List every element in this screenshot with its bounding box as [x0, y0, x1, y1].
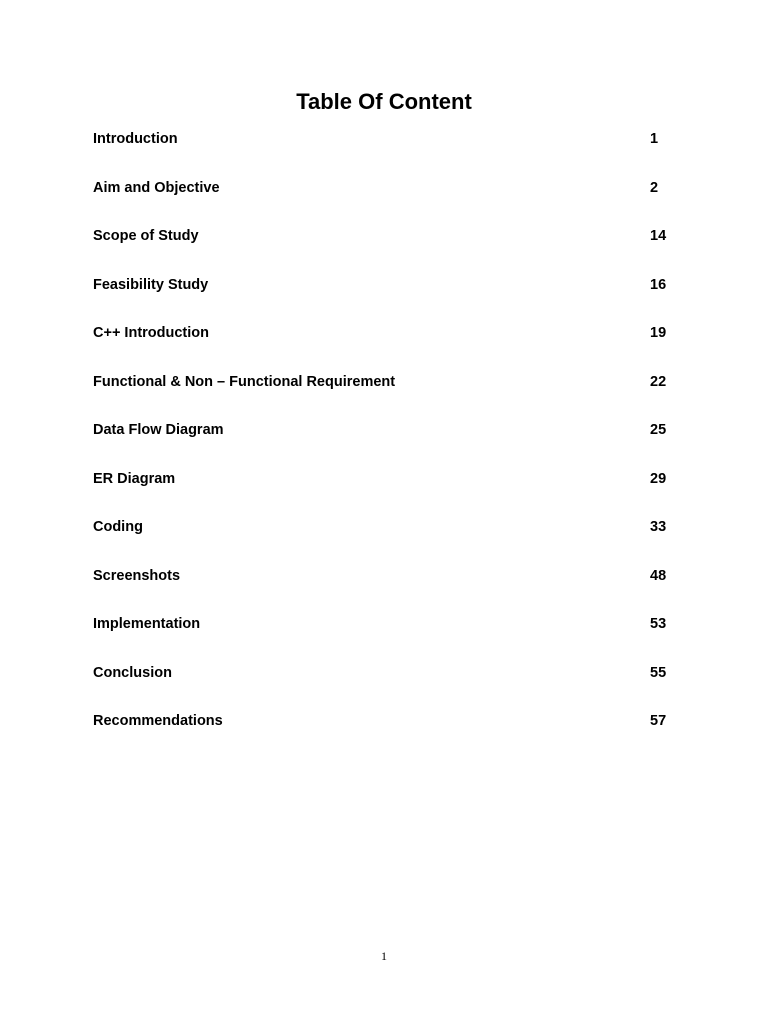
toc-entry-label: Screenshots [93, 567, 181, 584]
toc-entry-page: 22 [650, 373, 667, 390]
toc-entry [93, 467, 693, 516]
toc-entry [93, 370, 693, 419]
toc-entry-label: Coding [93, 519, 143, 535]
table-of-contents [93, 127, 693, 758]
toc-entry-label: Conclusion [93, 664, 172, 681]
toc-entry-label: Implementation [93, 616, 201, 632]
toc-entry-page: 55 [650, 664, 667, 681]
toc-entry-label: Recommendations [93, 713, 223, 729]
toc-entry [93, 224, 693, 273]
toc-entry [93, 176, 693, 225]
toc-entry-page: 53 [650, 616, 667, 632]
toc-entry-label: Aim and Objective [93, 179, 220, 196]
toc-entry-page: 57 [650, 713, 667, 729]
toc-entry [93, 418, 693, 467]
toc-entry-page: 33 [650, 519, 667, 535]
toc-entry [93, 661, 693, 710]
toc-entry-page: 25 [650, 422, 667, 438]
toc-entry [93, 564, 693, 613]
toc-entry-page: 29 [650, 470, 667, 487]
toc-entry-label: Feasibility Study [93, 276, 209, 293]
toc-entry-page: 48 [650, 567, 667, 584]
toc-entry [93, 321, 693, 370]
toc-entry [93, 127, 693, 176]
toc-entry-page: 19 [650, 325, 667, 341]
toc-entry-page: 14 [650, 228, 667, 244]
toc-entry [93, 709, 693, 758]
toc-entry-label: C++ Introduction [93, 325, 209, 341]
toc-entry [93, 612, 693, 661]
toc-entry-label: Scope of Study [93, 228, 199, 244]
toc-entry-label: Data Flow Diagram [93, 422, 224, 438]
toc-entry-label: Functional & Non – Functional Requirement [93, 373, 396, 390]
page-number: 1 [381, 949, 387, 963]
page-title: Table Of Content [296, 89, 472, 114]
toc-entry-label: Introduction [93, 131, 178, 147]
toc-entry-label: ER Diagram [93, 470, 176, 487]
toc-entry [93, 515, 693, 564]
toc-entry [93, 273, 693, 322]
toc-entry-page: 16 [650, 276, 667, 293]
toc-entry-page: 1 [650, 131, 659, 147]
toc-entry-page: 2 [650, 179, 659, 196]
